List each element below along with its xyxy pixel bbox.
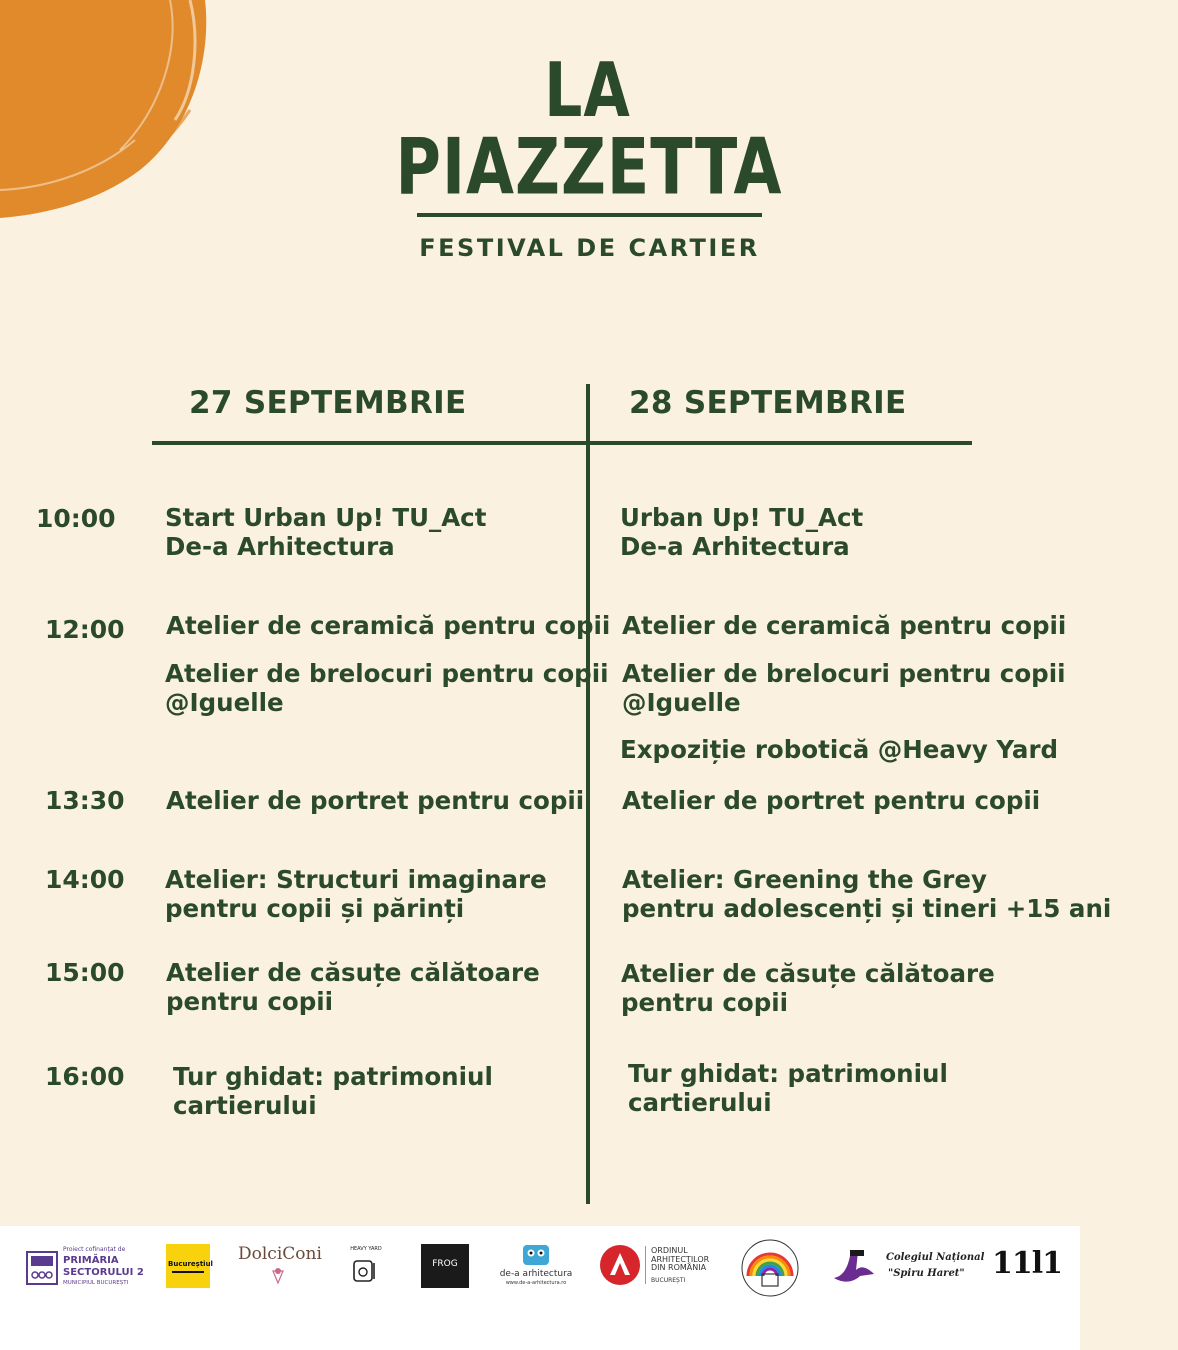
sponsor-footer	[0, 1226, 1080, 1350]
event-day2: Tur ghidat: patrimoniul cartierului	[628, 1059, 948, 1117]
event-day1: Atelier de portret pentru copii	[166, 786, 585, 815]
day-header-2: 28 SEPTEMBRIE	[629, 385, 907, 421]
oar-bucuresti-logo: ORDINUL ARHITECȚILOR DIN ROMÂNIA BUCUREȘTI	[599, 1244, 717, 1290]
event-day2: Atelier de portret pentru copii	[622, 786, 1041, 815]
dolciconi-logo: DolciConi	[238, 1244, 318, 1288]
event-day2: Atelier: Greening the Grey pentru adolescenți și tineri +15 ani	[622, 865, 1112, 923]
event-day2: Urban Up! TU_Act De-a Arhitectura	[620, 503, 864, 561]
event-day2: Atelier de căsuțe călătoare pentru copii	[621, 959, 995, 1017]
rainbow-school-logo	[740, 1238, 800, 1298]
vertical-divider	[586, 384, 590, 1204]
frog-logo: FROG	[421, 1244, 469, 1288]
time-slot: 12:00	[45, 615, 125, 644]
time-slot: 13:30	[45, 786, 125, 815]
event-day1: Atelier de brelocuri pentru copii @Iguelle	[165, 659, 609, 717]
event-day1: Atelier de căsuțe călătoare pentru copii	[166, 958, 540, 1016]
subtitle: FESTIVAL DE CARTIER	[419, 234, 760, 262]
bucurestiul-meu-logo: Bucureștiul	[166, 1244, 210, 1288]
time-slot: 15:00	[45, 958, 125, 987]
eleven-logo: 11l1	[992, 1246, 1063, 1281]
time-slot: 16:00	[45, 1062, 125, 1091]
de-a-arhitectura-logo: de-a arhitectura www.de-a-arhitectura.ro	[497, 1243, 575, 1289]
event-day2: Atelier de brelocuri pentru copii @Iguelle	[622, 659, 1066, 717]
primaria-sector2-logo: Proiect cofinanțat de PRIMĂRIA SECTORULUI 2 MUNICIPIUL BUCUREȘTI	[25, 1246, 145, 1290]
title-line-2: PIAZZETTA	[395, 120, 783, 213]
horizontal-divider	[152, 441, 972, 445]
event-day1: Atelier: Structuri imaginare pentru copii și părinți	[165, 865, 547, 923]
day-header-1: 27 SEPTEMBRIE	[189, 385, 467, 421]
event-day1: Atelier de ceramică pentru copii	[166, 611, 611, 640]
colegiul-spiru-haret-logo: Colegiul Național "Spiru Haret"	[830, 1244, 970, 1290]
title-line-1: LA	[544, 47, 631, 135]
time-slot: 10:00	[36, 504, 116, 533]
event-day1: Start Urban Up! TU_Act De-a Arhitectura	[165, 503, 487, 561]
event-day1: Tur ghidat: patrimoniul cartierului	[173, 1062, 493, 1120]
title-divider	[417, 213, 762, 217]
event-day2: Atelier de ceramică pentru copii	[622, 611, 1067, 640]
heavy-yard-logo: HEAVY YARD	[348, 1246, 384, 1286]
time-slot: 14:00	[45, 865, 125, 894]
event-day2: Expoziție robotică @Heavy Yard	[620, 735, 1059, 764]
